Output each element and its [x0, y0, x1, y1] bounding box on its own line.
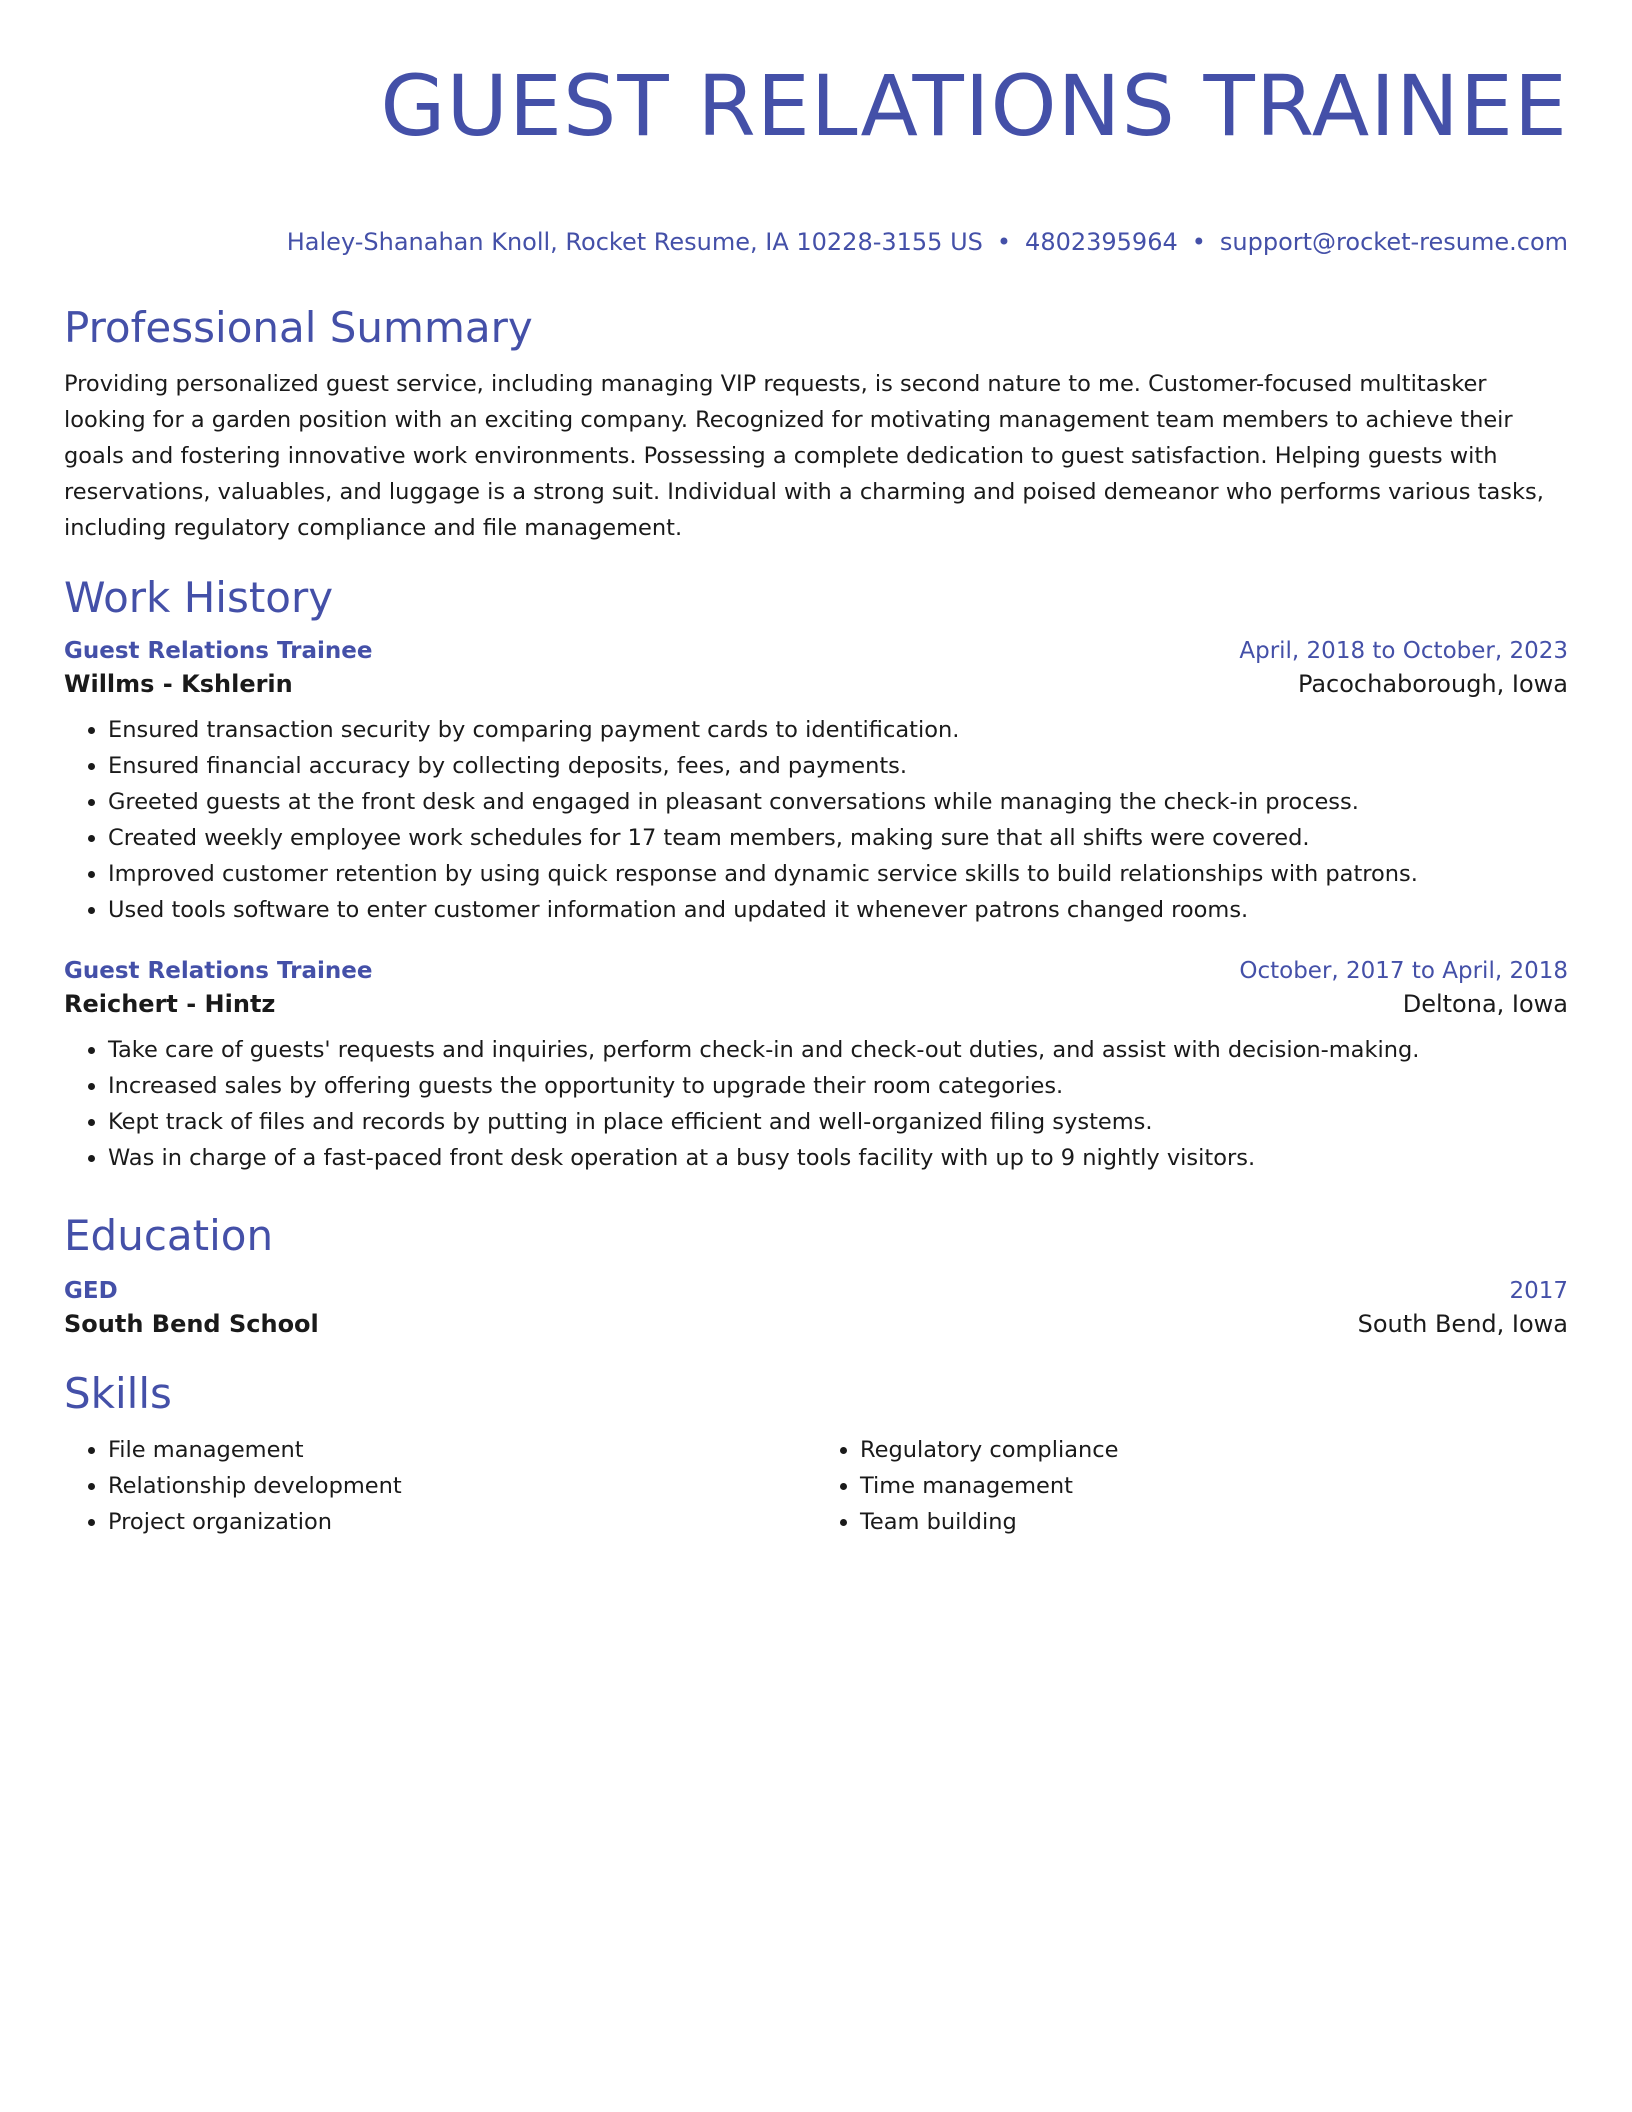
- job-bullet: • Created weekly employee work schedules for 17 team members, making sure that all shifts were covered.: [108, 820, 1568, 856]
- skills-heading: Skills: [64, 1369, 172, 1418]
- skill-item: • Project organization: [108, 1504, 816, 1540]
- skill-item: • Time management: [860, 1468, 1568, 1504]
- education-section: [64, 1210, 1568, 1338]
- job-entry: [64, 638, 1568, 928]
- education-location: South Bend, Iowa: [1357, 1310, 1568, 1338]
- job-subheader: [64, 990, 1568, 1018]
- job-dates: April, 2018 to October, 2023: [1239, 638, 1568, 664]
- work-section: [64, 572, 1568, 1176]
- skill-item: • Relationship development: [108, 1468, 816, 1504]
- job-bullet: • Kept track of files and records by putting in place efficient and well-organized filing systems.: [108, 1104, 1568, 1140]
- job-title: Guest Relations Trainee: [64, 958, 373, 984]
- job-bullet: • Increased sales by offering guests the opportunity to upgrade their room categories.: [108, 1068, 1568, 1104]
- job-bullet: • Take care of guests' requests and inquiries, perform check-in and check-out duties, and assist with decision-making.: [108, 1032, 1568, 1068]
- job-bullet: • Ensured financial accuracy by collecting deposits, fees, and payments.: [108, 748, 1568, 784]
- skill-item: • Team building: [860, 1504, 1568, 1540]
- education-heading: Education: [64, 1211, 274, 1260]
- summary-text: Providing personalized guest service, including managing VIP requests, is second nature to me. Customer-focused multitasker looking for a garden position with an exciting company. Recognized for motivating management team members to achieve their goals and fostering innovative work environments. Possessing a complete dedication to guest satisfaction. Helping guests with reservations, valuables, and luggage is a strong suit. Individual with a charming and poised demeanor who performs various tasks, including regulatory compliance and file management.: [64, 371, 1544, 541]
- skills-list-right: [816, 1432, 1568, 1540]
- job-company: Willms - Kshlerin: [64, 670, 293, 698]
- job-title: Guest Relations Trainee: [64, 638, 373, 664]
- summary-heading: Professional Summary: [64, 303, 533, 352]
- summary-section: [64, 302, 1568, 546]
- contact-separator: •: [1191, 228, 1206, 256]
- job-bullets: [64, 712, 1568, 928]
- contact-line: [64, 228, 1568, 256]
- education-degree: GED: [64, 1278, 118, 1304]
- education-school: South Bend School: [64, 1310, 319, 1338]
- contact-email[interactable]: support@rocket-resume.com: [1219, 228, 1568, 256]
- job-entry: [64, 958, 1568, 1176]
- work-heading: Work History: [64, 573, 334, 622]
- resume-page: [64, 0, 1568, 1540]
- job-location: Pacochaborough, Iowa: [1297, 670, 1568, 698]
- job-header: [64, 638, 1568, 664]
- job-bullet: • Improved customer retention by using quick response and dynamic service skills to build relationships with patrons.: [108, 856, 1568, 892]
- contact-address: Haley-Shanahan Knoll, Rocket Resume, IA 10228-3155 US: [286, 228, 983, 256]
- skills-list-left: [64, 1432, 816, 1540]
- job-bullet: • Ensured transaction security by comparing payment cards to identification.: [108, 712, 1568, 748]
- job-bullet: • Was in charge of a fast-paced front desk operation at a busy tools facility with up to 9 nightly visitors.: [108, 1140, 1568, 1176]
- skill-item: • File management: [108, 1432, 816, 1468]
- skills-columns: [64, 1432, 1568, 1540]
- skills-section: [64, 1368, 1568, 1540]
- contact-phone: 4802395964: [1025, 228, 1178, 256]
- education-year: 2017: [1509, 1278, 1568, 1304]
- contact-separator: •: [996, 228, 1012, 256]
- education-header: [64, 1278, 1568, 1304]
- job-dates: October, 2017 to April, 2018: [1239, 958, 1568, 984]
- job-bullet: • Used tools software to enter customer information and updated it whenever patrons changed rooms.: [108, 892, 1568, 928]
- education-subheader: [64, 1310, 1568, 1338]
- job-subheader: [64, 670, 1568, 698]
- job-header: [64, 958, 1568, 984]
- job-bullet: • Greeted guests at the front desk and engaged in pleasant conversations while managing the check-in process.: [108, 784, 1568, 820]
- resume-title: GUEST RELATIONS TRAINEE: [380, 57, 1568, 155]
- job-company: Reichert - Hintz: [64, 990, 276, 1018]
- job-location: Deltona, Iowa: [1402, 990, 1568, 1018]
- skill-item: • Regulatory compliance: [860, 1432, 1568, 1468]
- job-bullets: [64, 1032, 1568, 1176]
